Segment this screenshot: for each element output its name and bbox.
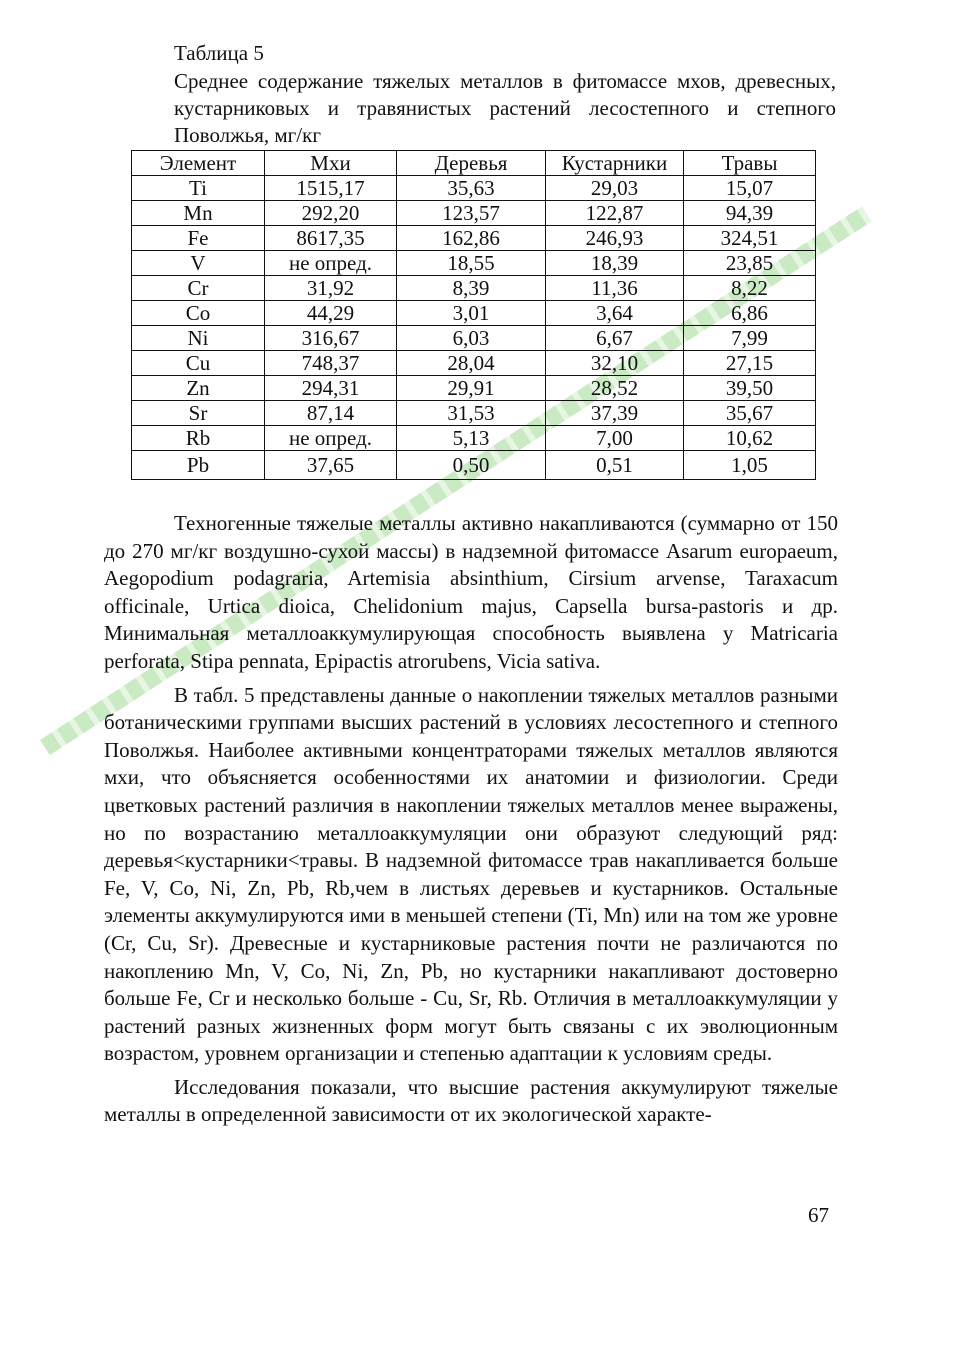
table-cell: 23,85 (684, 251, 816, 276)
table-row (132, 401, 816, 426)
table-cell: 44,29 (265, 301, 397, 326)
table-cell: 18,55 (397, 251, 546, 276)
table-cell: 29,91 (397, 376, 546, 401)
page-number: 67 (808, 1203, 829, 1227)
table-row (132, 426, 816, 451)
table-cell: 8,39 (397, 276, 546, 301)
header-grasses: Травы (684, 151, 816, 176)
table-cell: 7,00 (546, 426, 684, 451)
table-cell: 10,62 (684, 426, 816, 451)
table-row (132, 251, 816, 276)
table-cell: 6,03 (397, 326, 546, 351)
table-cell: 28,52 (546, 376, 684, 401)
table-row (132, 201, 816, 226)
paragraph: В табл. 5 представлены данные о накоплении тяжелых металлов разными ботаническими группами высших растений в условиях лесостепного и степного Поволжья. Наиболее активными концентраторами тяжелых металлов являются мхи, что объясняется особенностями их анатомии и физиологии. Среди цветковых растений различия в накоплении тяжелых металлов менее выражены, но по возрастанию металлоаккумуляции они образуют следующий ряд: деревья<кустарники<травы. В надземной фитомассе трав накапливается больше Fe, V, Co, Ni, Zn, Pb, Rb,чем в листьях деревьев и кустарников. Остальные элементы аккумулируются ими в меньшей степени (Ti, Mn) или на том же уровне (Cr, Cu, Sr). Древесные и кустарниковые растения почти не различаются по накоплению Mn, V, Co, Ni, Zn, Pb, но кустарники накапливают достоверно больше Fe, Cr и несколько больше - Cu, Sr, Rb. Отличия в металлоаккумуляции у растений разных жизненных форм могут быть связаны с их эволюционным возрастом, уровнем организации и степенью адаптации к условиям среды. (104, 682, 838, 1066)
table-cell: не опред. (265, 426, 397, 451)
table-cell: 31,53 (397, 401, 546, 426)
table-cell: 8,22 (684, 276, 816, 301)
table-cell: 122,87 (546, 201, 684, 226)
body-text (104, 510, 838, 1129)
table-cell: 35,67 (684, 401, 816, 426)
table-cell: Cr (132, 276, 265, 301)
table-cell: Cu (132, 351, 265, 376)
table-cell: 0,51 (546, 451, 684, 480)
paragraph: Исследования показали, что высшие растения аккумулируют тяжелые металлы в определенной зависимости от их экологической характе- (104, 1074, 838, 1127)
table-cell: 27,15 (684, 351, 816, 376)
table-cell: V (132, 251, 265, 276)
table-cell: 31,92 (265, 276, 397, 301)
table-cell: 7,99 (684, 326, 816, 351)
table-row (132, 376, 816, 401)
table-cell: Co (132, 301, 265, 326)
table-cell: 8617,35 (265, 226, 397, 251)
table-cell: 6,86 (684, 301, 816, 326)
table-cell: 18,39 (546, 251, 684, 276)
table-cell: 87,14 (265, 401, 397, 426)
table-cell: 37,39 (546, 401, 684, 426)
table-cell: 35,63 (397, 176, 546, 201)
table-cell: Pb (132, 451, 265, 480)
table-row (132, 226, 816, 251)
table-cell: 94,39 (684, 201, 816, 226)
header-shrubs: Кустарники (546, 151, 684, 176)
table-cell: Zn (132, 376, 265, 401)
table-cell: 748,37 (265, 351, 397, 376)
table-cell: 15,07 (684, 176, 816, 201)
header-trees: Деревья (397, 151, 546, 176)
table-cell: 32,10 (546, 351, 684, 376)
table-row (132, 326, 816, 351)
table-row (132, 301, 816, 326)
table-label: Таблица 5 (174, 41, 264, 65)
table-cell: 37,65 (265, 451, 397, 480)
metals-table (131, 150, 816, 480)
table-row (132, 276, 816, 301)
table-cell: 39,50 (684, 376, 816, 401)
table-cell: 316,67 (265, 326, 397, 351)
table-cell: 0,50 (397, 451, 546, 480)
header-mosses: Мхи (265, 151, 397, 176)
table-cell: 29,03 (546, 176, 684, 201)
table-cell: не опред. (265, 251, 397, 276)
table-row (132, 351, 816, 376)
table-cell: 162,86 (397, 226, 546, 251)
table-cell: Fe (132, 226, 265, 251)
table-cell: 5,13 (397, 426, 546, 451)
table-cell: 11,36 (546, 276, 684, 301)
table-cell: 1,05 (684, 451, 816, 480)
table-cell: 6,67 (546, 326, 684, 351)
table-cell: 3,01 (397, 301, 546, 326)
table-cell: 28,04 (397, 351, 546, 376)
table-cell: 246,93 (546, 226, 684, 251)
table-cell: Mn (132, 201, 265, 226)
table-cell: Ti (132, 176, 265, 201)
table-cell: 1515,17 (265, 176, 397, 201)
paragraph: Техногенные тяжелые металлы активно накапливаются (суммарно от 150 до 270 мг/кг воздушно-сухой массы) в надземной фитомассе Asarum europaeum, Aegopodium podagraria, Artemisia absinthium, Cirsium arvense, Taraxacum officinale, Urtica dioica, Chelidonium majus, Capsella bursa-pastoris и др. Минимальная металлоаккумулирующая способность выявлена у Matricaria perforata, Stipa pennata, Epipactis atrorubens, Vicia sativa. (104, 511, 838, 673)
table-cell: Ni (132, 326, 265, 351)
table-cell: 324,51 (684, 226, 816, 251)
table-cell: Rb (132, 426, 265, 451)
table-row (132, 451, 816, 480)
header-element: Элемент (132, 151, 265, 176)
table-cell: 123,57 (397, 201, 546, 226)
table-title: Среднее содержание тяжелых металлов в фитомассе мхов, древесных, кустарниковых и травянистых растений лесостепного и степного Поволжья, мг/кг (174, 69, 836, 147)
table-cell: Sr (132, 401, 265, 426)
table-header-row (132, 151, 816, 176)
table-cell: 294,31 (265, 376, 397, 401)
table-row (132, 176, 816, 201)
table-cell: 3,64 (546, 301, 684, 326)
table-cell: 292,20 (265, 201, 397, 226)
